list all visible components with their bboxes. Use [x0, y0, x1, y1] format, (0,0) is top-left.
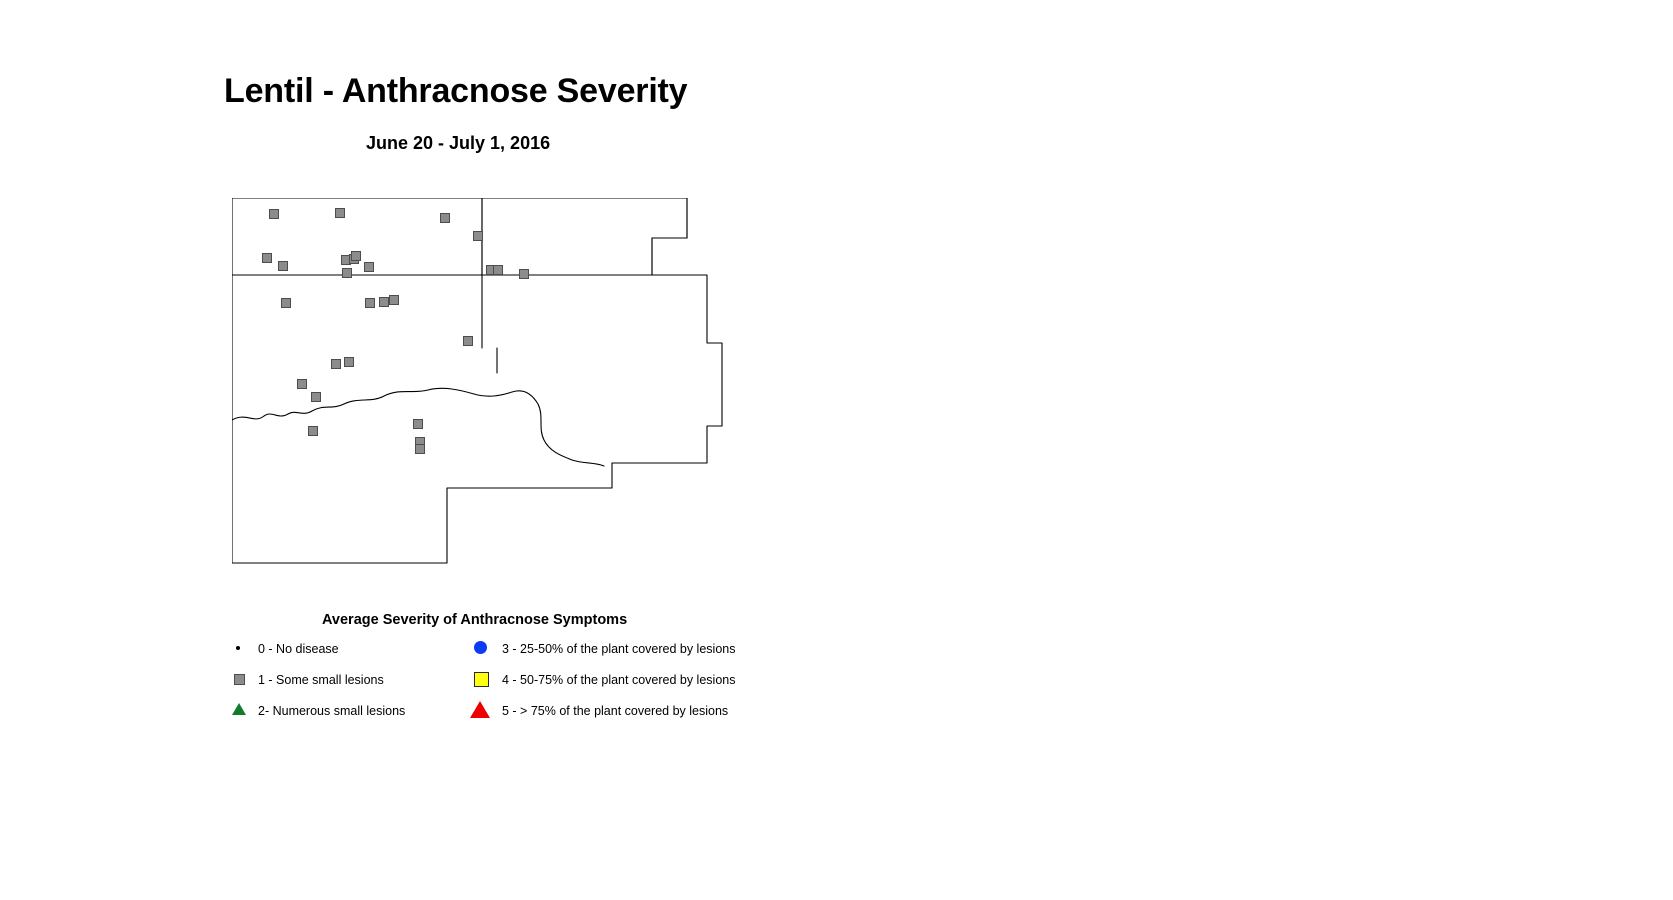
survey-site-marker — [441, 214, 450, 223]
legend-item-label: 5 - > 75% of the plant covered by lesions — [502, 704, 729, 718]
legend-item — [468, 640, 768, 671]
survey-site-marker — [345, 358, 354, 367]
legend-item-label: 3 - 25-50% of the plant covered by lesions — [502, 642, 736, 656]
survey-site-marker — [520, 270, 529, 279]
legend-title: Average Severity of Anthracnose Symptoms — [322, 612, 628, 628]
survey-site-marker — [390, 296, 399, 305]
legend-column-right — [468, 640, 768, 733]
map-canvas — [232, 198, 752, 598]
survey-site-marker — [414, 420, 423, 429]
severity-5-triangle-icon — [470, 701, 490, 718]
survey-site-marker — [298, 380, 307, 389]
page-title: Lentil - Anthracnose Severity — [224, 72, 688, 110]
legend-item-label: 4 - 50-75% of the plant covered by lesions — [502, 673, 736, 687]
severity-3-circle-icon — [474, 641, 487, 654]
survey-site-marker — [366, 299, 375, 308]
survey-site-marker — [336, 209, 345, 218]
survey-site-marker — [263, 254, 272, 263]
severity-2-triangle-icon — [232, 703, 246, 715]
survey-site-marker — [270, 210, 279, 219]
survey-site-marker — [343, 269, 352, 278]
legend-item — [232, 671, 492, 702]
survey-site-marker — [494, 266, 503, 275]
survey-site-marker — [352, 252, 361, 261]
survey-site-markers — [263, 209, 529, 454]
legend-item-label: 1 - Some small lesions — [258, 673, 384, 687]
state-outline-map — [232, 198, 732, 588]
survey-site-marker — [332, 360, 341, 369]
legend-item — [468, 671, 768, 702]
legend-item-label: 2- Numerous small lesions — [258, 704, 406, 718]
page-subtitle: June 20 - July 1, 2016 — [366, 133, 551, 153]
survey-site-marker — [282, 299, 291, 308]
survey-site-marker — [312, 393, 321, 402]
survey-site-marker — [474, 232, 483, 241]
severity-1-square-icon — [234, 674, 245, 685]
legend-item — [468, 702, 768, 733]
survey-site-marker — [416, 445, 425, 454]
severity-0-dot-icon — [236, 646, 240, 650]
legend-item — [232, 702, 492, 733]
survey-site-marker — [464, 337, 473, 346]
legend-item — [232, 640, 492, 671]
survey-site-marker — [309, 427, 318, 436]
legend-item-label: 0 - No disease — [258, 642, 339, 656]
survey-site-marker — [279, 262, 288, 271]
survey-site-marker — [365, 263, 374, 272]
severity-4-square-icon — [474, 672, 489, 687]
survey-site-marker — [380, 298, 389, 307]
legend-column-left — [232, 640, 492, 733]
